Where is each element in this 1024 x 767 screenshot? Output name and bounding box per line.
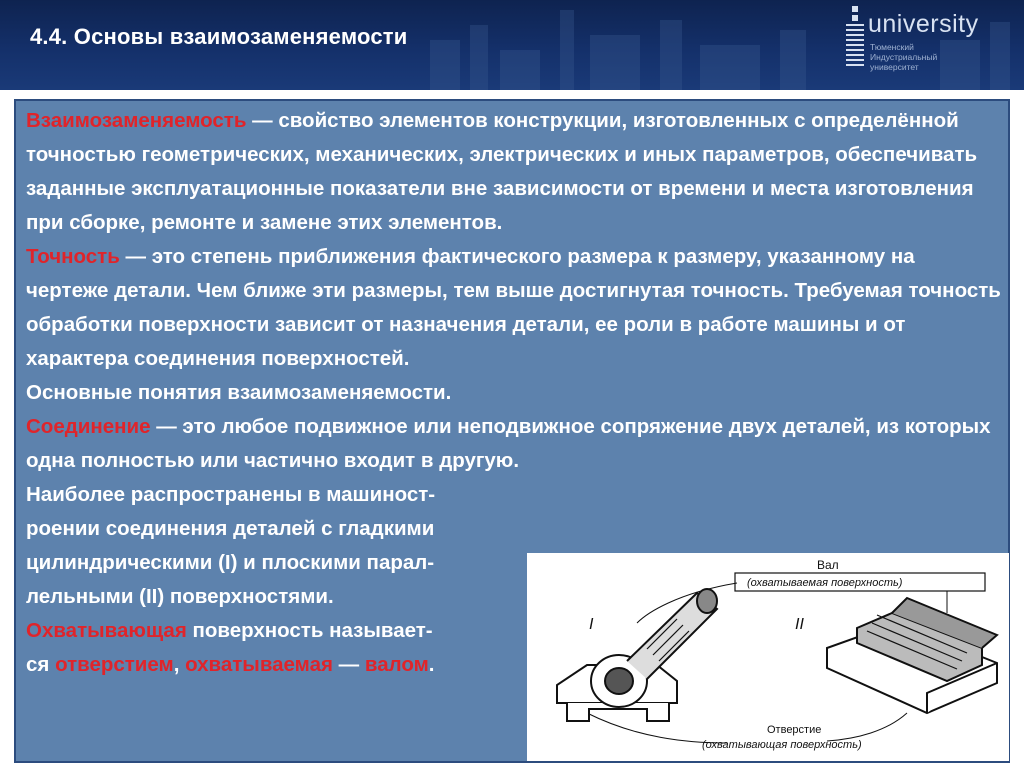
university-logo-icon <box>846 6 864 70</box>
definition-interchangeability: Взаимозаменяемость — свойство элементов конструкции, изготовленных с определённой точностью геометрических, механических, электрических и иных параметров, обеспечивать заданные эксплуатационные показатели вне зависимости от времени и места изготовления при сборке, ремонте и замене этих элементов. <box>26 109 978 234</box>
logo-subtitle: Тюменский Индустриальный университет <box>870 42 938 72</box>
label-flat: II <box>795 616 804 633</box>
logo-wordmark: university <box>868 10 979 38</box>
common-connections-text: Наиболее распространены в машиност- роении соединения деталей с гладкими цилиндрическими (I) и плоскими парал- лельными (II) поверхностями. <box>26 483 436 608</box>
slide-header <box>0 0 1024 90</box>
connection-diagram <box>527 553 1009 761</box>
slide-title: 4.4. Основы взаимозаменяемости <box>30 24 408 49</box>
basic-concepts-heading: Основные понятия взаимозаменяемости. <box>26 381 452 404</box>
definition-accuracy: Точность — это степень приближения фактического размера к размеру, указанному на чертеже детали. Чем ближе эти размеры, тем выше достигнутая точность. Требуемая точность обработки поверхности зависит от назначения детали, ее роли в работе машины и от характера соединения поверхностей. <box>26 245 1001 370</box>
leader-line <box>827 713 907 741</box>
label-hole-sub: (охватывающая поверхность) <box>702 739 862 751</box>
flat-joint-illustration <box>827 598 997 713</box>
label-shaft: Вал <box>817 558 839 572</box>
label-cylindrical: I <box>589 616 594 633</box>
label-hole: Отверстие <box>767 724 822 736</box>
cylindrical-joint-illustration <box>557 589 717 721</box>
definition-connection: Соединение — это любое подвижное или неподвижное сопряжение двух деталей, из которых одна полностью или частично входит в другую. <box>26 415 991 472</box>
label-shaft-sub: (охватываемая поверхность) <box>747 577 903 589</box>
definition-enclosing-surface: Охватывающая поверхность называет- ся отверстием, охватываемая — валом. <box>26 619 435 676</box>
